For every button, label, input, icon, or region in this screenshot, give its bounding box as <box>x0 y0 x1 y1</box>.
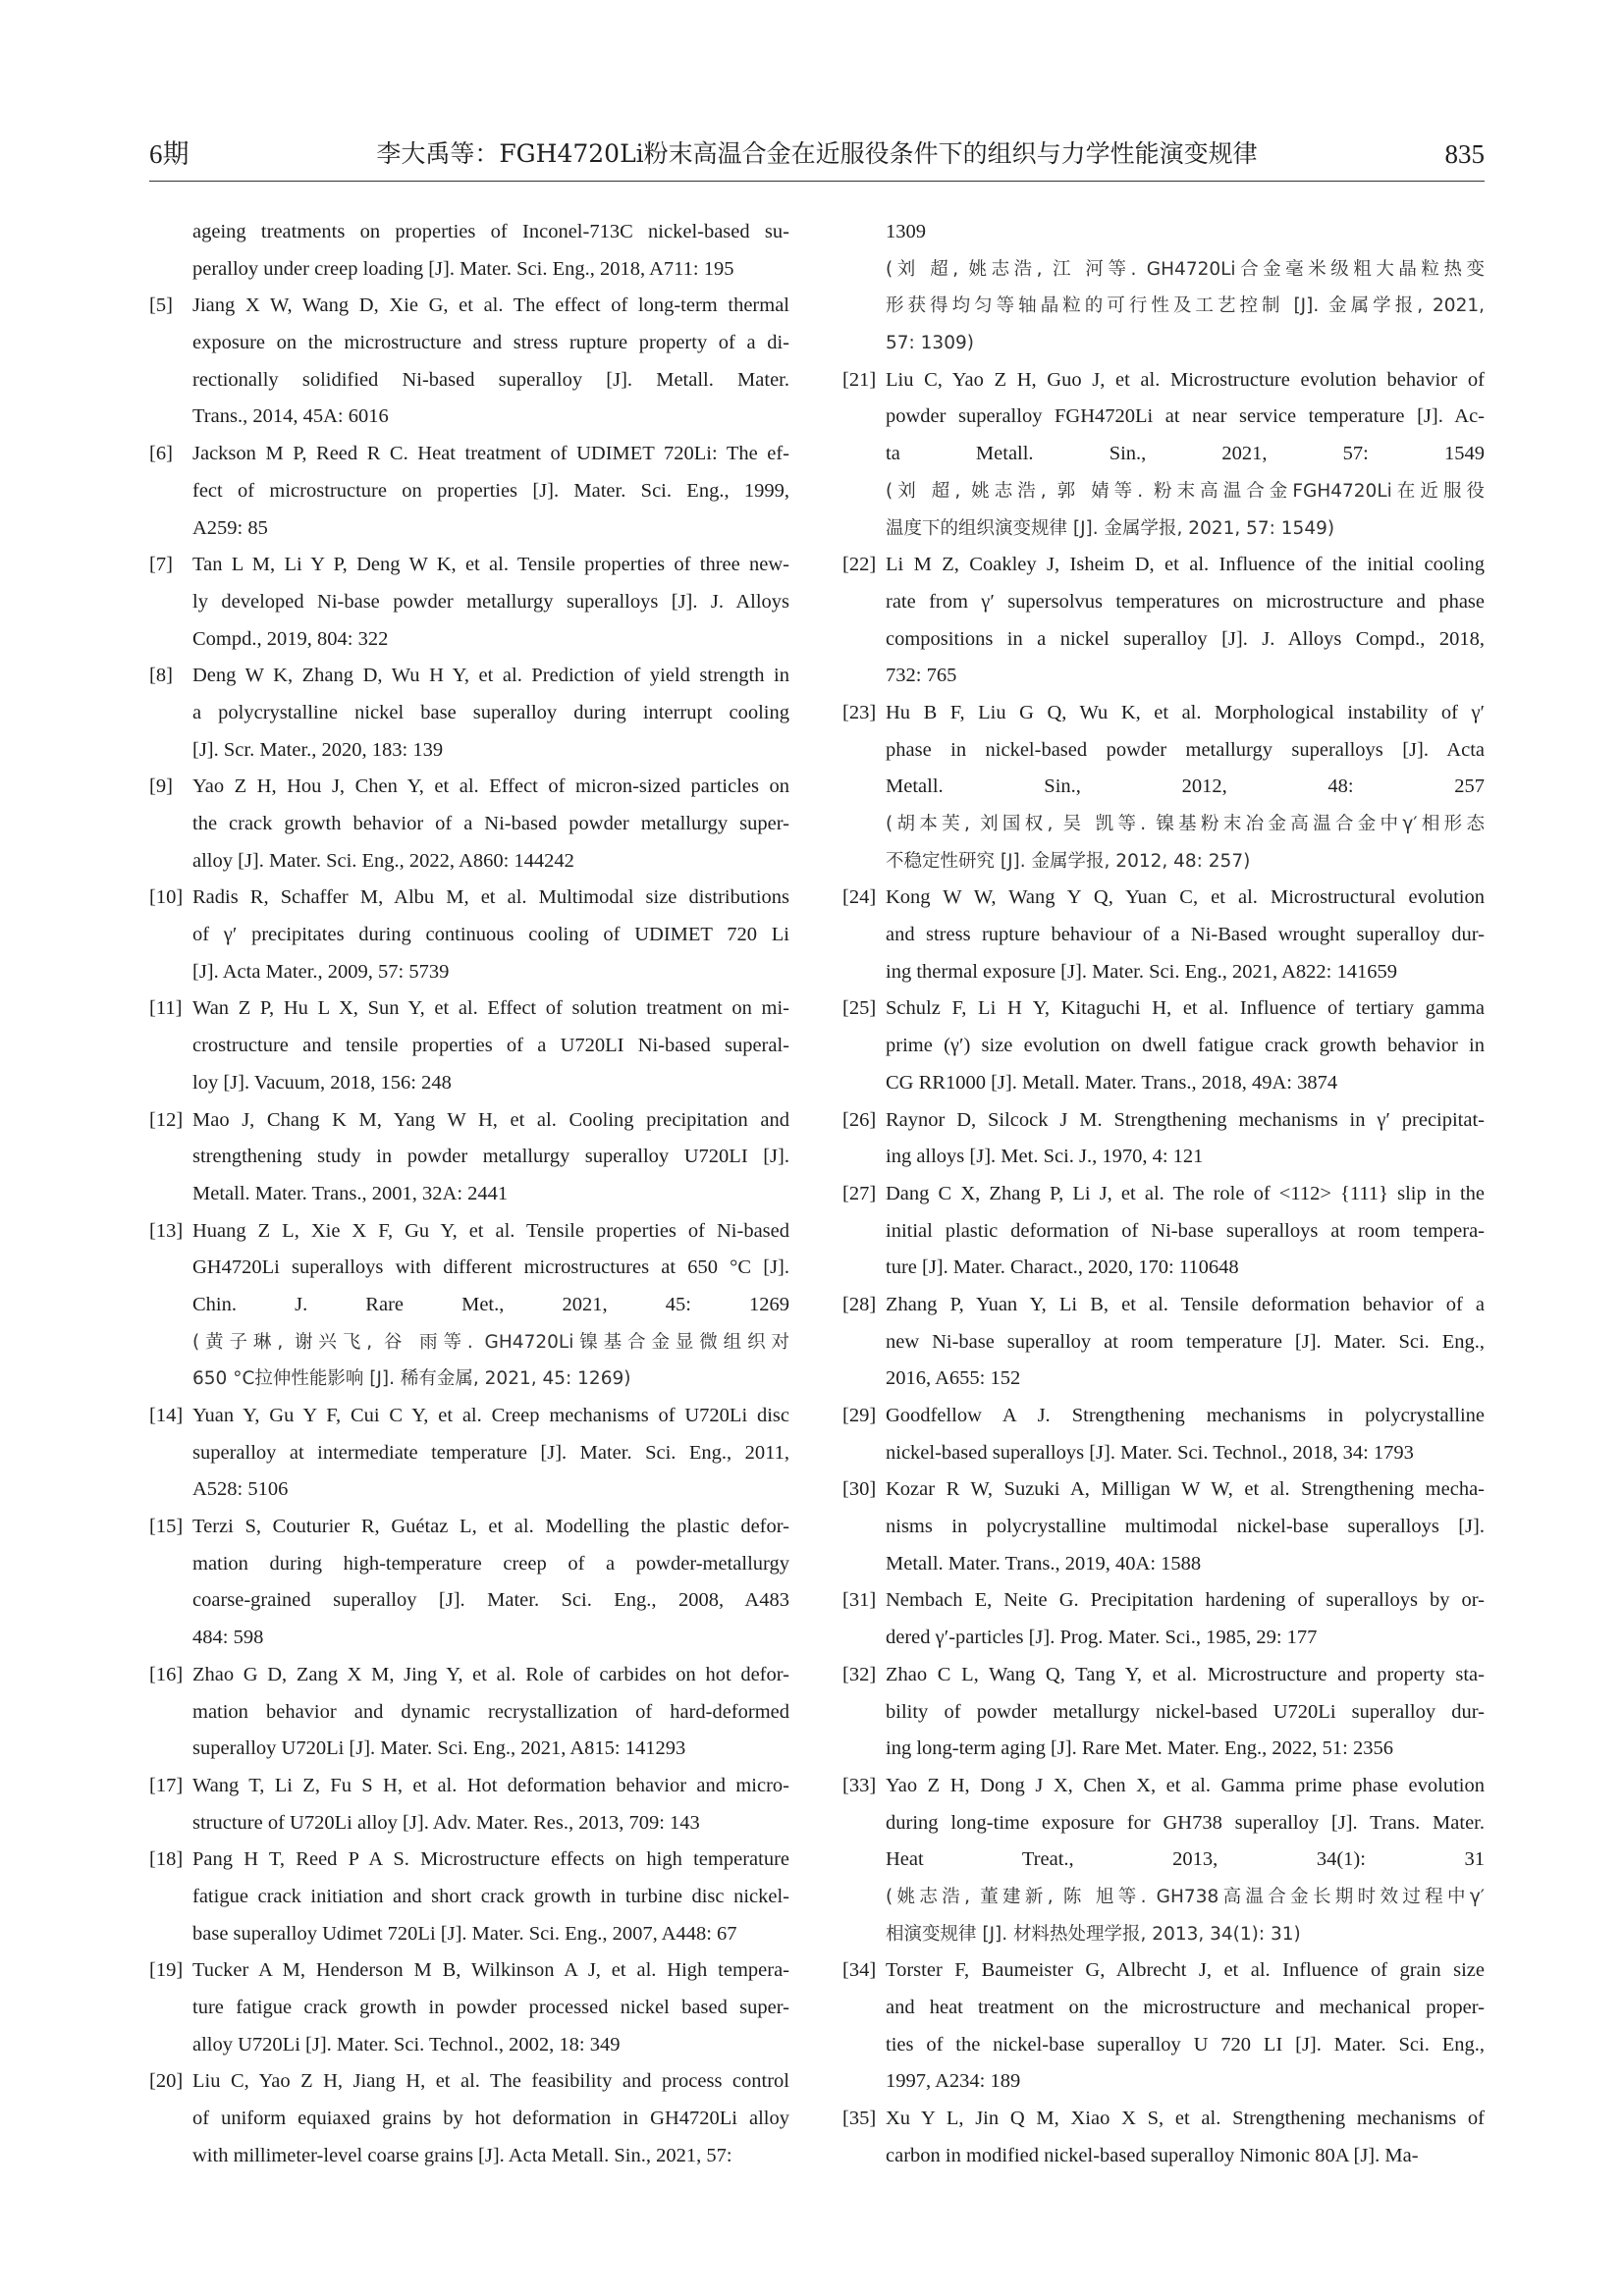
reference-text: Tucker A M, Henderson M B, Wilkinson A J, et al. High tempera- <box>192 1959 789 1982</box>
reference-text: Schulz F, Li H Y, Kitaguchi H, et al. Influence of tertiary gamma <box>886 997 1485 1020</box>
reference-text: Li M Z, Coakley J, Isheim D, et al. Influence of the initial cooling <box>886 554 1485 576</box>
reference-text: new Ni-base superalloy at room temperature [J]. Mater. Sci. Eng., <box>886 1330 1485 1353</box>
reference-entry <box>149 1657 789 1768</box>
reference-entry <box>149 214 789 288</box>
reference-text: Zhao C L, Wang Q, Tang Y, et al. Microstructure and property sta- <box>886 1663 1485 1685</box>
reference-entry <box>842 1102 1485 1176</box>
reference-text: ly developed Ni-base powder metallurgy superalloys [J]. J. Alloys <box>192 590 789 613</box>
reference-text: Nembach E, Neite G. Precipitation hardening of superalloys by or- <box>886 1589 1485 1612</box>
reference-text: Metall. Mater. Trans., 2019, 40A: 1588 <box>886 1552 1202 1575</box>
reference-text: ties of the nickel-base superalloy U 720 LI [J]. Mater. Sci. Eng., <box>886 2033 1485 2056</box>
reference-text: prime (γ′) size evolution on dwell fatigue crack growth behavior in <box>886 1035 1485 1057</box>
reference-text: Mao J, Chang K M, Yang W H, et al. Cooling precipitation and <box>192 1108 789 1131</box>
reference-entry <box>149 1102 789 1213</box>
reference-text: ing long-term aging [J]. Rare Met. Mater. Eng., 2022, 51: 2356 <box>886 1737 1393 1760</box>
page-number: 835 <box>1444 139 1485 169</box>
reference-text: coarse-grained superalloy [J]. Mater. Sci. Eng., 2008, A483 <box>192 1589 789 1612</box>
reference-text: A528: 5106 <box>192 1478 289 1501</box>
reference-chinese-text: (刘 超, 姚志浩, 江 河等. GH4720Li合金毫米级粗大晶粒热变 <box>886 258 1485 280</box>
reference-text: Yao Z H, Dong J X, Chen X, et al. Gamma prime phase evolution <box>886 1774 1485 1796</box>
reference-text: superalloy U720Li [J]. Mater. Sci. Eng., 2021, A815: 141293 <box>192 1737 686 1760</box>
reference-number: [27] <box>842 1182 877 1204</box>
reference-chinese-text: (胡本芙, 刘国权, 吴 凯等. 镍基粉末冶金高温合金中γ′相形态 <box>886 814 1485 834</box>
running-title: 李大禹等：FGH4720Li粉末高温合金在近服役条件下的组织与力学性能演变规律 <box>376 139 1258 168</box>
reference-text: nickel-based superalloys [J]. Mater. Sci. Technol., 2018, 34: 1793 <box>886 1441 1414 1464</box>
reference-chinese-text: 57: 1309) <box>886 333 974 354</box>
reference-text: and stress rupture behaviour of a Ni-Based wrought superalloy dur- <box>886 924 1485 946</box>
reference-column-left <box>149 214 789 2174</box>
reference-text: ture [J]. Mater. Charact., 2020, 170: 110648 <box>886 1256 1239 1279</box>
reference-text: strengthening study in powder metallurgy superalloy U720LI [J]. <box>192 1146 789 1168</box>
reference-text: Radis R, Schaffer M, Albu M, et al. Multimodal size distributions <box>192 886 789 909</box>
reference-number: [30] <box>842 1478 877 1501</box>
reference-number: [19] <box>149 1959 184 1982</box>
reference-text: GH4720Li superalloys with different microstructures at 650 °C [J]. <box>192 1256 789 1279</box>
reference-entry <box>149 1213 789 1398</box>
reference-entry <box>149 1398 789 1509</box>
reference-text: alloy U720Li [J]. Mater. Sci. Technol., 2002, 18: 349 <box>192 2033 621 2056</box>
reference-text: with millimeter-level coarse grains [J]. Acta Metall. Sin., 2021, 57: <box>192 2144 732 2166</box>
reference-entry <box>842 1657 1485 1768</box>
reference-entry <box>842 1952 1485 2101</box>
reference-text: Yuan Y, Gu Y F, Cui C Y, et al. Creep mechanisms of U720Li disc <box>192 1405 789 1426</box>
reference-number: [10] <box>149 886 184 909</box>
reference-text: crostructure and tensile properties of a U720LI Ni-based superal- <box>192 1035 789 1057</box>
reference-number: [32] <box>842 1663 877 1685</box>
reference-text: superalloy at intermediate temperature [J]. Mater. Sci. Eng., 2011, <box>192 1441 789 1464</box>
reference-chinese-text: 相演变规律 [J]. 材料热处理学报, 2013, 34(1): 31) <box>886 1923 1301 1945</box>
reference-text: during long-time exposure for GH738 superalloy [J]. Trans. Mater. <box>886 1811 1485 1834</box>
reference-entry <box>149 1842 789 1952</box>
reference-text: ta Metall. Sin., 2021, 57: 1549 <box>886 443 1485 465</box>
reference-text: Metall. Sin., 2012, 48: 257 <box>886 775 1485 798</box>
reference-text: Metall. Mater. Trans., 2001, 32A: 2441 <box>192 1182 509 1204</box>
reference-text: Zhang P, Yuan Y, Li B, et al. Tensile deformation behavior of a <box>886 1293 1485 1315</box>
reference-text: 732: 765 <box>886 665 957 687</box>
reference-number: [22] <box>842 554 877 576</box>
reference-entry <box>842 547 1485 695</box>
reference-text: Goodfellow A J. Strengthening mechanisms in polycrystalline <box>886 1405 1485 1426</box>
reference-text: fatigue crack initiation and short crack growth in turbine disc nickel- <box>192 1885 789 1907</box>
issue-number: 6期 <box>149 139 189 169</box>
reference-text: Yao Z H, Hou J, Chen Y, et al. Effect of micron-sized particles on <box>192 775 789 798</box>
reference-chinese-text: 形获得均匀等轴晶粒的可行性及工艺控制 [J]. 金属学报, 2021, <box>886 295 1485 317</box>
reference-text: carbon in modified nickel-based superalloy Nimonic 80A [J]. Ma- <box>886 2144 1419 2166</box>
reference-number: [6] <box>149 443 173 465</box>
reference-text: phase in nickel-based powder metallurgy superalloys [J]. Acta <box>886 738 1485 761</box>
reference-text: bility of powder metallurgy nickel-based U720Li superalloy dur- <box>886 1700 1485 1723</box>
reference-entry <box>149 547 789 658</box>
reference-entry <box>149 2063 789 2174</box>
reference-text: a polycrystalline nickel base superalloy during interrupt cooling <box>192 701 789 723</box>
reference-chinese-text: 不稳定性研究 [J]. 金属学报, 2012, 48: 257) <box>886 850 1251 872</box>
reference-text: Kozar R W, Suzuki A, Milligan W W, et al. Strengthening mecha- <box>886 1478 1485 1501</box>
reference-number: [14] <box>149 1405 184 1426</box>
reference-entry <box>842 362 1485 547</box>
reference-entry <box>149 288 789 436</box>
reference-text: Wang T, Li Z, Fu S H, et al. Hot deformation behavior and micro- <box>192 1774 789 1796</box>
reference-text: Deng W K, Zhang D, Wu H Y, et al. Prediction of yield strength in <box>192 665 789 687</box>
reference-text: Jiang X W, Wang D, Xie G, et al. The effect of long-term thermal <box>192 294 789 317</box>
reference-text: loy [J]. Vacuum, 2018, 156: 248 <box>192 1071 452 1094</box>
reference-entry <box>149 769 789 880</box>
reference-text: Dang C X, Zhang P, Li J, et al. The role of <112> {111} slip in the <box>886 1182 1485 1204</box>
reference-text: of γ′ precipitates during continuous cooling of UDIMET 720 Li <box>192 924 789 946</box>
reference-text: base superalloy Udimet 720Li [J]. Mater. Sci. Eng., 2007, A448: 67 <box>192 1922 737 1945</box>
reference-number: [13] <box>149 1219 184 1242</box>
reference-text: Hu B F, Liu G Q, Wu K, et al. Morphological instability of γ′ <box>886 701 1485 723</box>
reference-number: [7] <box>149 554 173 576</box>
reference-number: [17] <box>149 1774 184 1796</box>
reference-entry <box>842 1768 1485 1952</box>
reference-number: [21] <box>842 368 877 391</box>
reference-entry <box>842 1398 1485 1471</box>
reference-number: [12] <box>149 1108 184 1131</box>
reference-number: [33] <box>842 1774 877 1796</box>
reference-number: [23] <box>842 701 877 723</box>
reference-text: powder superalloy FGH4720Li at near service temperature [J]. Ac- <box>886 405 1485 428</box>
reference-column-right <box>842 214 1485 2174</box>
reference-number: [28] <box>842 1293 877 1315</box>
reference-text: Compd., 2019, 804: 322 <box>192 627 389 650</box>
reference-text: rectionally solidified Ni-based superalloy [J]. Metall. Mater. <box>192 368 789 391</box>
reference-number: [24] <box>842 886 877 909</box>
reference-text: Tan L M, Li Y P, Deng W K, et al. Tensile properties of three new- <box>192 554 789 576</box>
reference-text: ageing treatments on properties of Inconel-713C nickel-based su- <box>192 221 789 242</box>
reference-text: [J]. Acta Mater., 2009, 57: 5739 <box>192 960 450 983</box>
reference-text: [J]. Scr. Mater., 2020, 183: 139 <box>192 738 444 761</box>
reference-number: [31] <box>842 1589 877 1612</box>
reference-text: mation during high-temperature creep of a powder-metallurgy <box>192 1552 789 1575</box>
reference-text: Xu Y L, Jin Q M, Xiao X S, et al. Strengthening mechanisms of <box>886 2108 1485 2130</box>
reference-entry <box>149 436 789 547</box>
reference-text: exposure on the microstructure and stress rupture property of a di- <box>192 332 789 354</box>
reference-entry <box>842 1471 1485 1582</box>
reference-text: the crack growth behavior of a Ni-based powder metallurgy super- <box>192 813 789 834</box>
reference-text: Kong W W, Wang Y Q, Yuan C, et al. Microstructural evolution <box>886 886 1485 909</box>
reference-text: mation behavior and dynamic recrystallization of hard-deformed <box>192 1700 789 1723</box>
reference-number: [18] <box>149 1848 184 1871</box>
reference-text: Torster F, Baumeister G, Albrecht J, et al. Influence of grain size <box>886 1959 1485 1982</box>
reference-number: [20] <box>149 2070 184 2093</box>
reference-entry <box>842 990 1485 1101</box>
reference-text: of uniform equiaxed grains by hot deformation in GH4720Li alloy <box>192 2108 789 2130</box>
reference-entry <box>842 2101 1485 2174</box>
reference-entry <box>842 1176 1485 1287</box>
reference-chinese-text: (姚志浩, 董建新, 陈 旭等. GH738高温合金长期时效过程中γ′ <box>886 1886 1485 1907</box>
reference-text: ing alloys [J]. Met. Sci. J., 1970, 4: 121 <box>886 1146 1204 1168</box>
reference-entry <box>842 880 1485 990</box>
reference-text: dered γ′-particles [J]. Prog. Mater. Sci., 1985, 29: 177 <box>886 1627 1318 1649</box>
reference-text: and heat treatment on the microstructure and mechanical proper- <box>886 1997 1485 2018</box>
reference-entry <box>149 880 789 990</box>
reference-text: Liu C, Yao Z H, Guo J, et al. Microstructure evolution behavior of <box>886 368 1485 391</box>
reference-number: [15] <box>149 1516 184 1538</box>
reference-text: fect of microstructure on properties [J]. Mater. Sci. Eng., 1999, <box>192 479 789 502</box>
reference-number: [35] <box>842 2108 877 2130</box>
reference-text: Terzi S, Couturier R, Guétaz L, et al. Modelling the plastic defor- <box>192 1516 789 1538</box>
reference-text: CG RR1000 [J]. Metall. Mater. Trans., 2018, 49A: 3874 <box>886 1071 1338 1094</box>
reference-entry <box>149 1768 789 1842</box>
reference-entry <box>842 214 1485 362</box>
reference-number: [29] <box>842 1405 877 1426</box>
reference-text: 1997, A234: 189 <box>886 2070 1021 2093</box>
reference-number: [34] <box>842 1959 877 1982</box>
reference-text: ing thermal exposure [J]. Mater. Sci. Eng., 2021, A822: 141659 <box>886 960 1397 983</box>
reference-number: [5] <box>149 294 173 317</box>
reference-text: nisms in polycrystalline multimodal nickel-base superalloys [J]. <box>886 1516 1485 1538</box>
reference-text: Heat Treat., 2013, 34(1): 31 <box>886 1848 1485 1871</box>
reference-entry <box>149 990 789 1101</box>
reference-chinese-text: 650 °C拉伸性能影响 [J]. 稀有金属, 2021, 45: 1269) <box>192 1368 631 1390</box>
reference-text: 484: 598 <box>192 1627 264 1649</box>
reference-text: peralloy under creep loading [J]. Mater. Sci. Eng., 2018, A711: 195 <box>192 257 734 280</box>
reference-chinese-text: (黄子琳, 谢兴飞, 谷 雨等. GH4720Li镍基合金显微组织对 <box>192 1331 789 1353</box>
reference-text: A259: 85 <box>192 516 268 539</box>
reference-chinese-text: 温度下的组织演变规律 [J]. 金属学报, 2021, 57: 1549) <box>886 517 1335 539</box>
reference-text: Huang Z L, Xie X F, Gu Y, et al. Tensile properties of Ni-based <box>192 1219 789 1242</box>
reference-number: [8] <box>149 665 173 687</box>
reference-number: [9] <box>149 775 173 798</box>
reference-text: compositions in a nickel superalloy [J]. J. Alloys Compd., 2018, <box>886 627 1485 650</box>
reference-chinese-text: (刘 超, 姚志浩, 郭 婧等. 粉末高温合金FGH4720Li在近服役 <box>886 480 1485 502</box>
reference-text: 1309 <box>886 221 926 242</box>
reference-number: [25] <box>842 997 877 1020</box>
reference-entry <box>149 1509 789 1657</box>
reference-text: Chin. J. Rare Met., 2021, 45: 1269 <box>192 1293 789 1315</box>
reference-entry <box>842 1582 1485 1656</box>
reference-text: rate from γ′ supersolvus temperatures on microstructure and phase <box>886 590 1485 613</box>
reference-entry <box>149 1952 789 2063</box>
reference-text: Wan Z P, Hu L X, Sun Y, et al. Effect of solution treatment on mi- <box>192 997 789 1020</box>
reference-text: alloy [J]. Mater. Sci. Eng., 2022, A860: 144242 <box>192 849 574 872</box>
reference-number: [26] <box>842 1108 877 1131</box>
reference-text: initial plastic deformation of Ni-base superalloys at room tempera- <box>886 1219 1485 1242</box>
running-header <box>149 135 1485 182</box>
reference-text: ture fatigue crack growth in powder processed nickel based super- <box>192 1997 789 2018</box>
reference-text: Pang H T, Reed P A S. Microstructure effects on high temperature <box>192 1848 789 1871</box>
reference-entry <box>842 1287 1485 1398</box>
reference-number: [16] <box>149 1663 184 1685</box>
reference-text: 2016, A655: 152 <box>886 1367 1021 1390</box>
reference-number: [11] <box>149 997 183 1020</box>
reference-text: Trans., 2014, 45A: 6016 <box>192 405 389 428</box>
reference-text: Raynor D, Silcock J M. Strengthening mechanisms in γ′ precipitat- <box>886 1108 1485 1131</box>
reference-entry <box>842 695 1485 880</box>
reference-text: Jackson M P, Reed R C. Heat treatment of UDIMET 720Li: The ef- <box>192 443 789 465</box>
reference-entry <box>149 658 789 769</box>
reference-text: Liu C, Yao Z H, Jiang H, et al. The feasibility and process control <box>192 2070 789 2093</box>
reference-text: structure of U720Li alloy [J]. Adv. Mater. Res., 2013, 709: 143 <box>192 1811 700 1834</box>
reference-text: Zhao G D, Zang X M, Jing Y, et al. Role of carbides on hot defor- <box>192 1663 789 1685</box>
